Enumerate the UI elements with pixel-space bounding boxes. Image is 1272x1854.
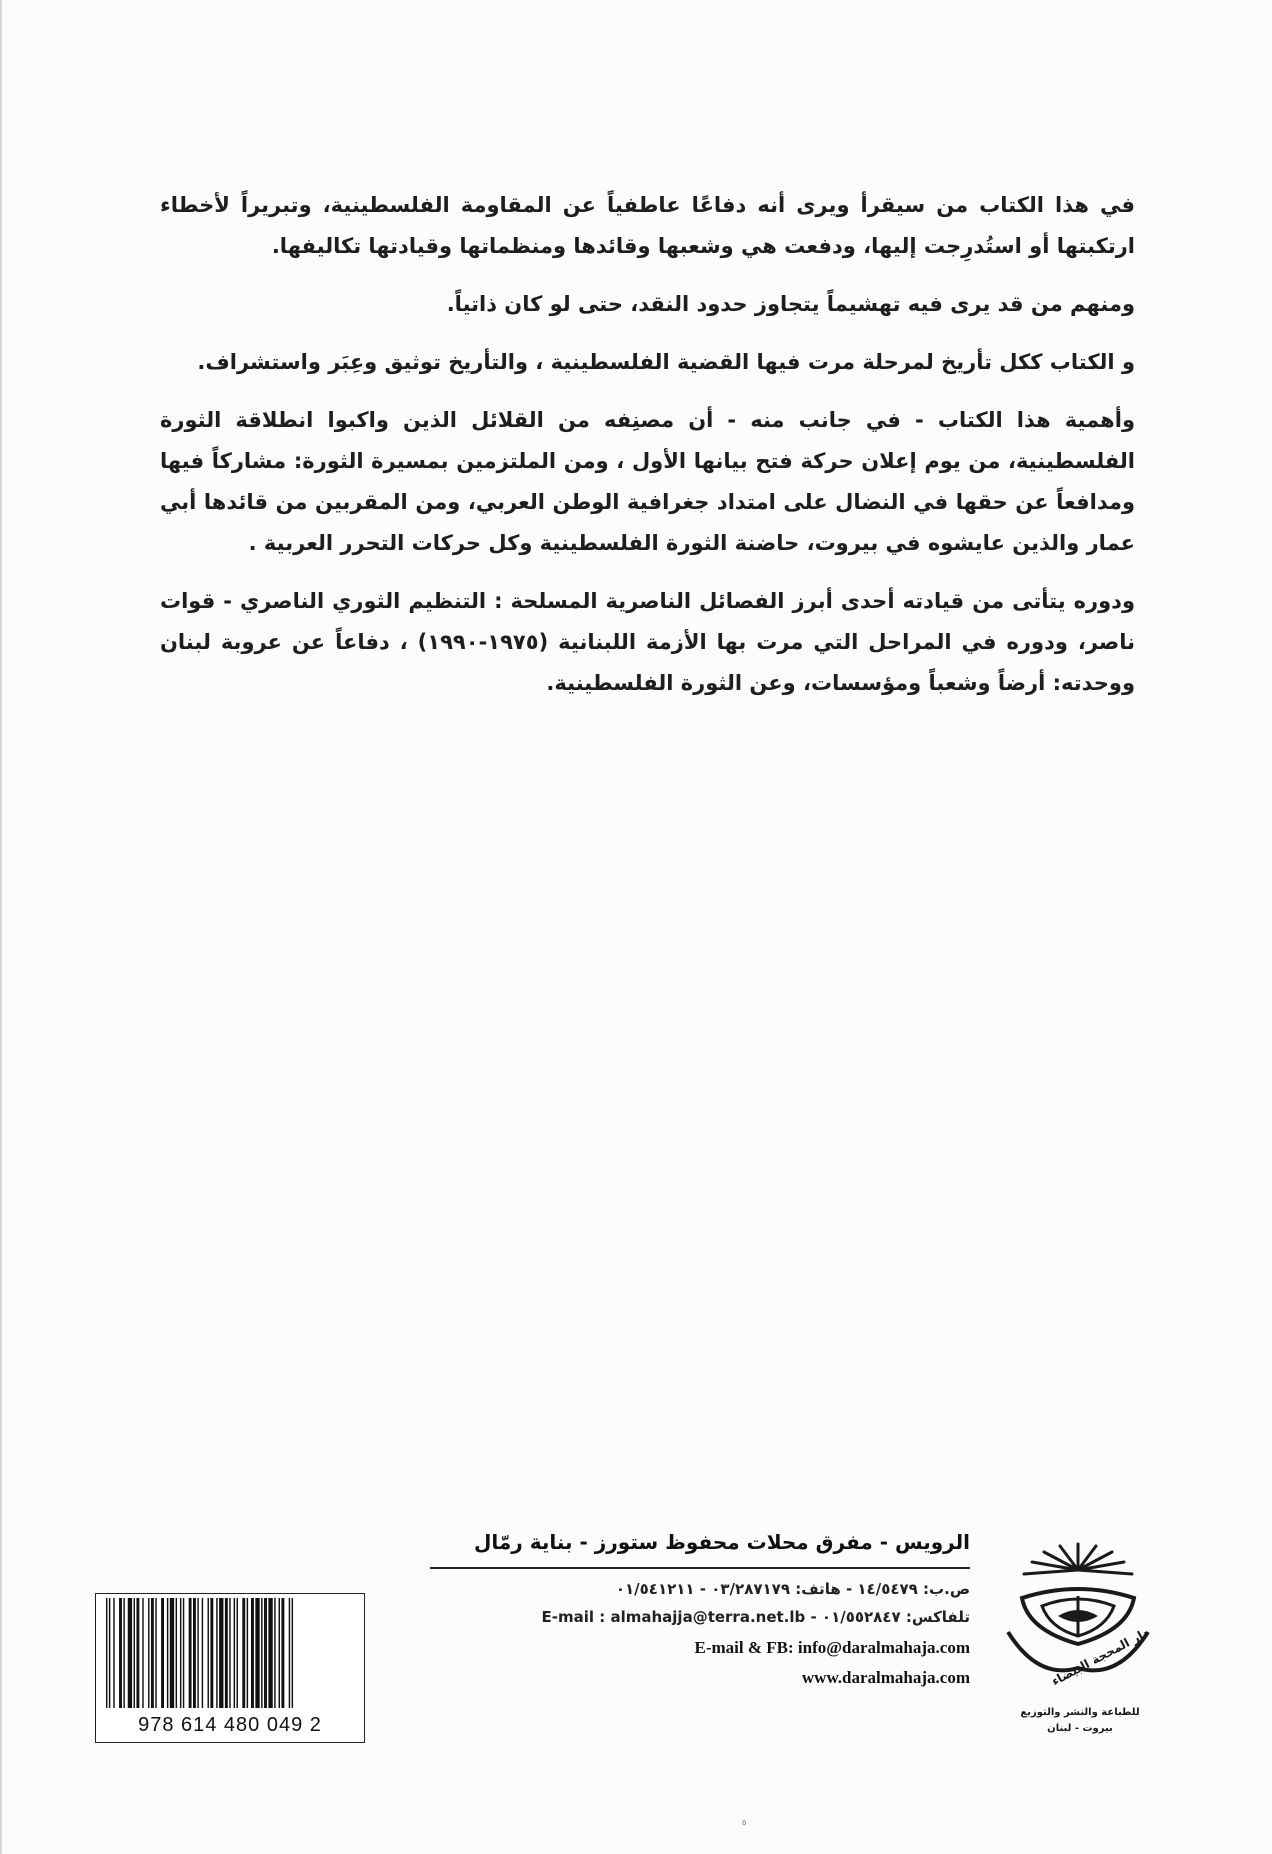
isbn-number: 978 614 480 049 2: [138, 1714, 322, 1736]
blurb-paragraph-3: و الكتاب ككل تأريخ لمرحلة مرت فيها القضية الفلسطينية ، والتأريخ توثيق وعِبَر واستشراف.: [197, 350, 1135, 374]
publisher-logo-name: دار المحجة البيضاء: [1049, 1625, 1151, 1689]
publisher-website: www.daralmahaja.com: [801, 1668, 970, 1687]
publisher-logo-tagline: للطباعة والنشر والتوزيع بيروت - لبنان: [1020, 1707, 1140, 1734]
publisher-address: الرويس - مفرق محلات محفوظ ستورز - بناية رمّال: [474, 1530, 970, 1554]
page-mark: ٥: [742, 1818, 747, 1827]
back-cover-blurb: [160, 185, 1135, 704]
blurb-paragraph-2: ومنهم من قد يرى فيه تهشيماً يتجاوز حدود النقد، حتى لو كان ذاتياً.: [446, 292, 1135, 316]
blurb-paragraph-1: في هذا الكتاب من سيقرأ ويرى أنه دفاعًا عاطفياً عن المقاومة الفلسطينية، وتبريراً لأخطاء ارتكبتها أو استُدرِجت إليها، ودفعت هي وشعبها وقائدها ومنظماتها وقيادتها تكاليفها.: [160, 193, 1135, 258]
publisher-phone: ص.ب: ١٤/٥٤٧٩ - هاتف: ٠٣/٢٨٧١٧٩ - ٠١/٥٤١٢١١: [615, 1580, 970, 1598]
blurb-paragraph-4: وأهمية هذا الكتاب - في جانب منه - أن مصنِفه من القلائل الذين واكبوا انطلاقة الثورة الفلسطينية، من يوم إعلان حركة فتح بيانها الأول ، ومن الملتزمين بمسيرة الثورة: مشاركاً فيها ومدافعاً عن حقها في النضال على امتداد جغرافية الوطن العربي، ومن المقربين من قائدها أبي عمار والذين عايشوه في بيروت، حاضنة الثورة الفلسطينية وكل حركات التحرر العربية .: [160, 408, 1135, 555]
publisher-fax-email: تلفاكس: ٠١/٥٥٢٨٤٧ - E-mail : almahajja@terra.net.lb: [541, 1608, 970, 1626]
blurb-paragraph-5: ودوره يتأتى من قيادته أحدى أبرز الفصائل الناصرية المسلحة : التنظيم الثوري الناصري - قوات ناصر، ودوره في المراحل التي مرت بها الأزمة اللبنانية (١٩٧٥-١٩٩٠) ، دفاعاً عن عروبة لبنان ووحدته: أرضاً وشعباً ومؤسسات، وعن الثورة الفلسطينية.: [160, 589, 1135, 695]
publisher-email-fb: E-mail & FB: info@daralmahaja.com: [694, 1638, 970, 1657]
